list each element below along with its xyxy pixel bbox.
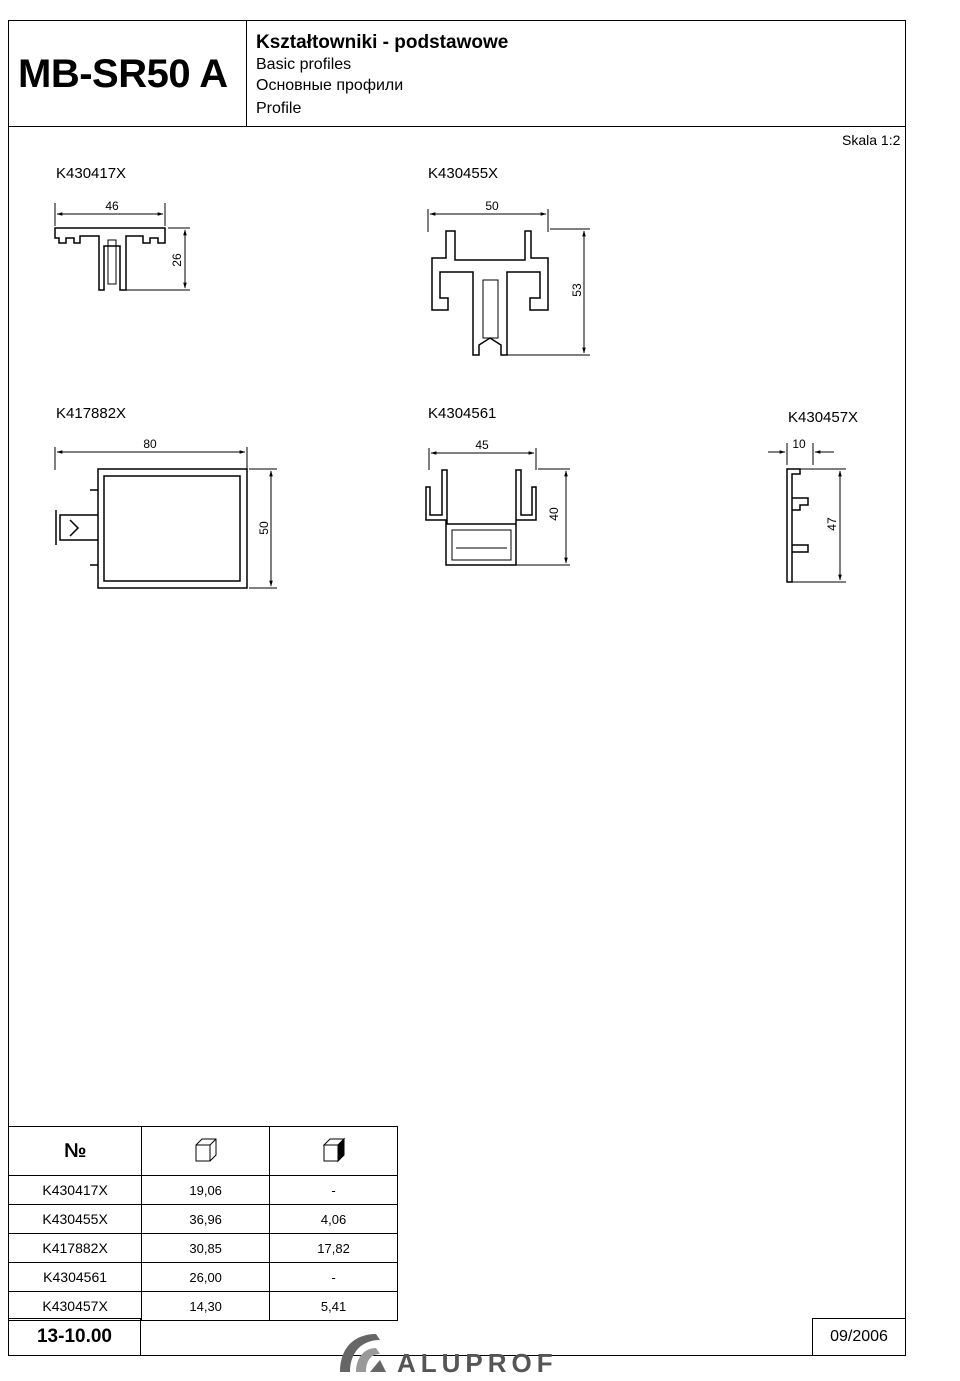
row-value-1: 19,06 (142, 1176, 270, 1205)
table-row (9, 1176, 398, 1205)
row-value-1: 36,96 (142, 1205, 270, 1234)
dim-2-height: 53 (570, 283, 584, 297)
row-value-2: 4,06 (270, 1205, 398, 1234)
dim-2-width: 50 (485, 199, 499, 213)
row-value-1: 30,85 (142, 1234, 270, 1263)
row-value-2: - (270, 1263, 398, 1292)
row-value-2: - (270, 1176, 398, 1205)
profile-drawing-2 (428, 209, 590, 355)
profile-drawing-1 (55, 203, 190, 290)
row-value-2: 17,82 (270, 1234, 398, 1263)
table-row (9, 1205, 398, 1234)
row-code: K4304561 (9, 1263, 142, 1292)
frame-filled-icon (321, 1137, 347, 1163)
profile-drawing-4 (426, 448, 570, 565)
profile-drawing-3 (55, 447, 277, 588)
profile-label-5: K430457X (788, 409, 859, 426)
row-code: K430455X (9, 1205, 142, 1234)
row-code: K430457X (9, 1292, 142, 1321)
dim-3-width: 80 (143, 437, 157, 451)
dim-4-height: 40 (547, 507, 561, 521)
brand-name: ALUPROF (397, 1348, 558, 1378)
dim-1-height: 26 (170, 253, 184, 267)
profile-label-3: K417882X (56, 405, 127, 422)
document-code: 13-10.00 (8, 1318, 141, 1356)
header-icon-cell-2 (270, 1127, 398, 1176)
dim-5-height: 47 (825, 517, 839, 531)
dim-3-height: 50 (257, 521, 271, 535)
title-polish: Kształtowniki - podstawowe (256, 32, 509, 53)
row-value-2: 5,41 (270, 1292, 398, 1321)
row-value-1: 14,30 (142, 1292, 270, 1321)
profile-label-2: K430455X (428, 165, 499, 182)
frame-open-icon (193, 1137, 219, 1163)
properties-table (8, 1126, 398, 1321)
table-row (9, 1263, 398, 1292)
table-row (9, 1234, 398, 1263)
profile-drawing-5 (768, 443, 846, 582)
row-code: K430417X (9, 1176, 142, 1205)
dim-1-width: 46 (105, 199, 119, 213)
title-russian: Основные профили (256, 77, 404, 94)
table-row (9, 1292, 398, 1321)
scale-label: Skala 1:2 (842, 132, 901, 148)
row-value-1: 26,00 (142, 1263, 270, 1292)
dim-4-width: 45 (475, 438, 489, 452)
title-english: Basic profiles (256, 56, 352, 73)
series-title: MB-SR50 A (18, 52, 228, 96)
row-code: K417882X (9, 1234, 142, 1263)
profile-label-1: K430417X (56, 165, 127, 182)
title-german: Profile (256, 100, 302, 117)
document-date: 09/2006 (812, 1318, 906, 1356)
dim-5-width: 10 (792, 437, 806, 451)
header-number-cell: № (9, 1127, 142, 1176)
header-icon-cell-1 (142, 1127, 270, 1176)
profile-label-4: K4304561 (428, 405, 497, 422)
aluprof-logo-icon (336, 1330, 388, 1374)
